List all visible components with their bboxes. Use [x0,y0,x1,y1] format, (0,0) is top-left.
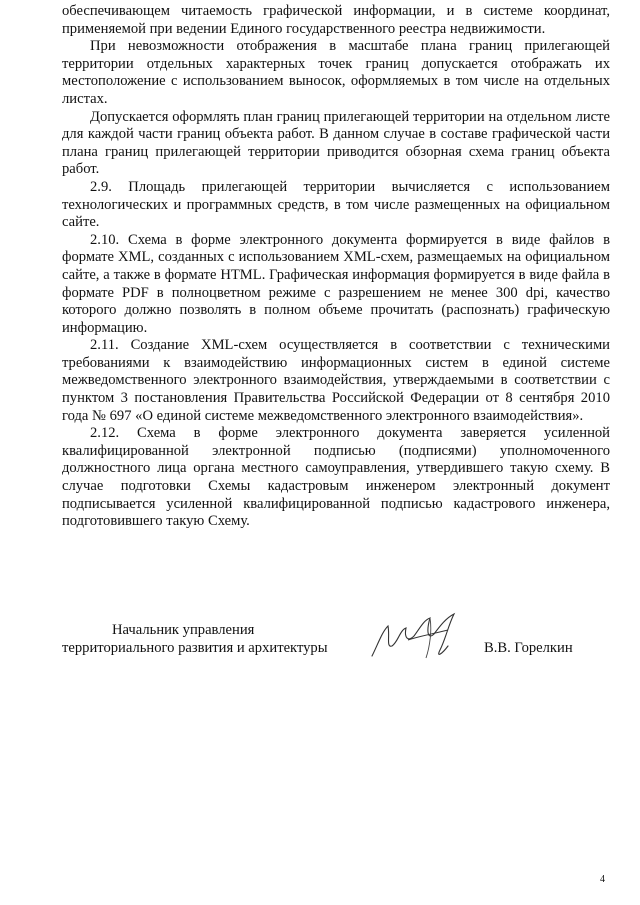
signature-block [62,622,610,662]
signer-title-line2: территориального развития и архитектуры [62,639,328,656]
paragraph-2-10: 2.10. Схема в форме электронного документа формируется в виде файлов в формате XML, созданных с использованием XML-схем, размещаемых на официальном сайте, а также в формате HTML. Графическая информация формируется в виде файла в формате PDF в полноцветном режиме с разрешением не менее 300 dpi, качество которого должно позволять в полном объеме прочитать (распознать) графическую информацию. [62,231,610,336]
paragraph-continuation: обеспечивающем читаемость графической информации, и в системе координат, применяемой при ведении Единого государственного реестра недвижимости. [62,3,610,37]
paragraph-2-11: 2.11. Создание XML-схем осуществляется в соответствии с техническими требованиями к взаимодействию информационных систем в единой системе межведомственного электронного взаимодействия, утверждаемыми в соответствии с пунктом 3 постановления Правительства Российской Федерации от 8 сентября 2010 года № 697 «О единой системе межведомственного электронного взаимодействия». [62,337,610,424]
signer-title-line1: Начальник управления [112,622,255,638]
handwritten-signature [368,606,478,664]
paragraph-outlet-labels: При невозможности отображения в масштабе плана границ прилегающей территории отдельных характерных точек границ допускается отображать их местоположение с использованием выносок, оформляемых в том числе на отдельных листах. [62,38,610,107]
paragraph-separate-sheets: Допускается оформлять план границ прилегающей территории на отдельном листе для каждой части границ объекта работ. В данном случае в составе графической части плана границ прилегающей территории приводится обзорная схема границ объекта работ. [62,108,610,178]
body-text [62,3,610,531]
paragraph-2-9: 2.9. Площадь прилегающей территории вычисляется с использованием технологических и программных средств, в том числе размещенных на официальном сайте. [62,178,610,231]
page-number: 4 [600,874,605,885]
signer-name: В.В. Горелкин [484,639,573,656]
paragraph-2-12: 2.12. Схема в форме электронного документа заверяется усиленной квалифицированной электронной подписью (подписями) уполномоченного должностного лица органа местного самоуправления, утвердившего такую схему. В случае подготовки Схемы кадастровым инженером электронный документ подписывается усиленной квалифицированной подписью кадастрового инженера, подготовившего такую Схему. [62,425,610,530]
